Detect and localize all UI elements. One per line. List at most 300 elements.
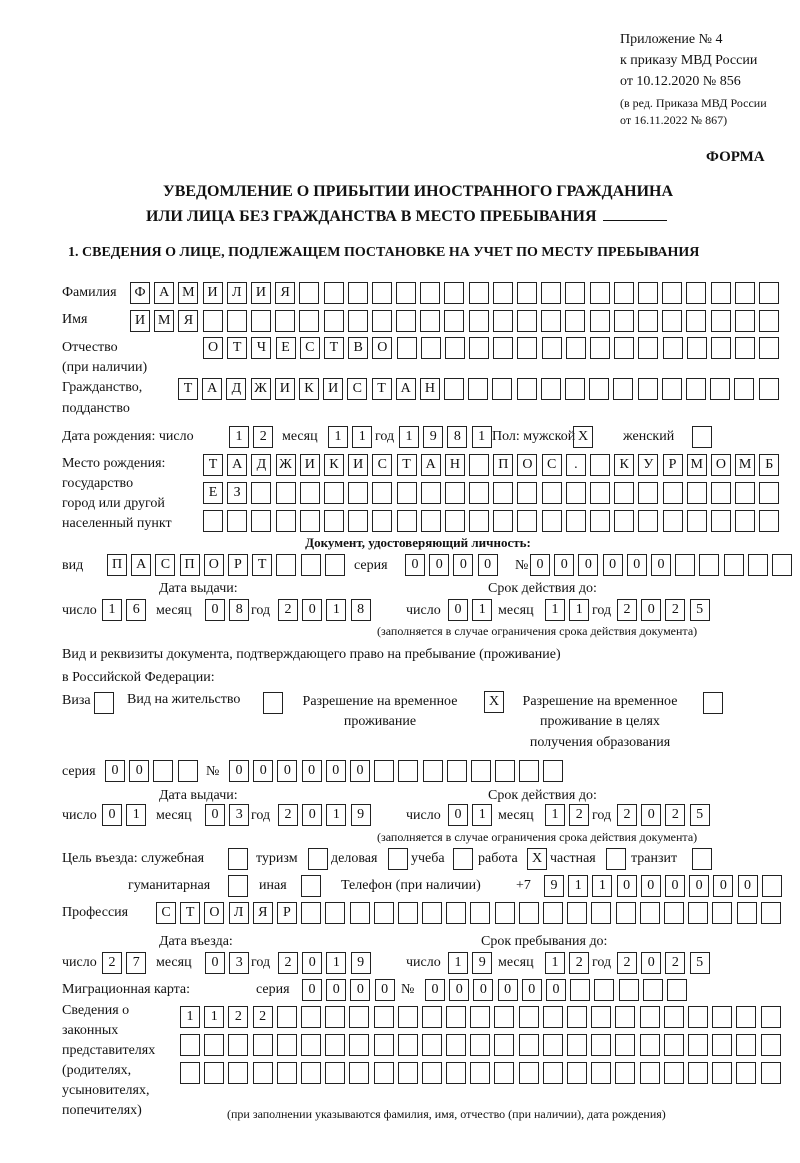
- char-cell[interactable]: [591, 1062, 611, 1084]
- char-cell[interactable]: М: [178, 282, 198, 304]
- char-cell[interactable]: П: [493, 454, 513, 476]
- char-cell[interactable]: [348, 510, 368, 532]
- char-cell[interactable]: [613, 378, 633, 400]
- char-cell[interactable]: 1: [448, 952, 468, 974]
- char-cell[interactable]: 1: [472, 599, 492, 621]
- char-cell[interactable]: [640, 902, 660, 924]
- char-cell[interactable]: [692, 426, 712, 448]
- char-cell[interactable]: [300, 510, 320, 532]
- char-cell[interactable]: [711, 337, 731, 359]
- char-cell[interactable]: 9: [423, 426, 443, 448]
- char-cell[interactable]: [567, 1006, 587, 1028]
- char-cell[interactable]: [517, 510, 537, 532]
- char-cell[interactable]: Т: [252, 554, 272, 576]
- char-cell[interactable]: Л: [229, 902, 249, 924]
- purpose-work-checkbox[interactable]: [527, 848, 551, 870]
- char-cell[interactable]: [349, 1062, 369, 1084]
- char-cell[interactable]: [277, 1034, 297, 1056]
- char-cell[interactable]: 2: [617, 804, 637, 826]
- char-cell[interactable]: [444, 378, 464, 400]
- char-cell[interactable]: 2: [253, 426, 273, 448]
- char-cell[interactable]: 8: [351, 599, 371, 621]
- char-cell[interactable]: [759, 482, 779, 504]
- char-cell[interactable]: [591, 902, 611, 924]
- char-cell[interactable]: 3: [229, 952, 249, 974]
- char-cell[interactable]: [397, 337, 417, 359]
- char-cell[interactable]: 5: [690, 599, 710, 621]
- char-cell[interactable]: [543, 760, 563, 782]
- char-cell[interactable]: [590, 454, 610, 476]
- char-cell[interactable]: К: [614, 454, 634, 476]
- char-cell[interactable]: [349, 1006, 369, 1028]
- char-cell[interactable]: [567, 1034, 587, 1056]
- birth-month-field[interactable]: [328, 426, 376, 448]
- char-cell[interactable]: [348, 310, 368, 332]
- char-cell[interactable]: 0: [350, 979, 370, 1001]
- char-cell[interactable]: [638, 378, 658, 400]
- char-cell[interactable]: [594, 979, 614, 1001]
- char-cell[interactable]: 0: [473, 979, 493, 1001]
- stay-month-field[interactable]: [545, 952, 593, 974]
- char-cell[interactable]: [325, 1034, 345, 1056]
- char-cell[interactable]: 1: [352, 426, 372, 448]
- char-cell[interactable]: [421, 337, 441, 359]
- purpose-tourism-checkbox[interactable]: [308, 848, 332, 870]
- char-cell[interactable]: А: [202, 378, 222, 400]
- char-cell[interactable]: [619, 979, 639, 1001]
- char-cell[interactable]: [640, 1006, 660, 1028]
- char-cell[interactable]: [423, 760, 443, 782]
- char-cell[interactable]: 1: [399, 426, 419, 448]
- char-cell[interactable]: 1: [545, 804, 565, 826]
- char-cell[interactable]: [735, 282, 755, 304]
- char-cell[interactable]: П: [107, 554, 127, 576]
- char-cell[interactable]: [325, 1006, 345, 1028]
- char-cell[interactable]: [543, 1062, 563, 1084]
- char-cell[interactable]: М: [154, 310, 174, 332]
- char-cell[interactable]: [686, 378, 706, 400]
- char-cell[interactable]: [736, 1034, 756, 1056]
- char-cell[interactable]: [372, 310, 392, 332]
- char-cell[interactable]: [494, 1006, 514, 1028]
- char-cell[interactable]: И: [348, 454, 368, 476]
- char-cell[interactable]: [421, 510, 441, 532]
- char-cell[interactable]: [227, 510, 247, 532]
- char-cell[interactable]: [640, 1062, 660, 1084]
- char-cell[interactable]: [348, 482, 368, 504]
- char-cell[interactable]: [664, 1062, 684, 1084]
- char-cell[interactable]: [614, 482, 634, 504]
- char-cell[interactable]: 0: [277, 760, 297, 782]
- right-issue-year-field[interactable]: [278, 804, 375, 826]
- birthplace-field-row[interactable]: [203, 482, 784, 504]
- char-cell[interactable]: [565, 282, 585, 304]
- char-cell[interactable]: [445, 482, 465, 504]
- char-cell[interactable]: С: [347, 378, 367, 400]
- char-cell[interactable]: [662, 282, 682, 304]
- char-cell[interactable]: [517, 282, 537, 304]
- char-cell[interactable]: [493, 282, 513, 304]
- char-cell[interactable]: [469, 510, 489, 532]
- char-cell[interactable]: А: [227, 454, 247, 476]
- char-cell[interactable]: [663, 337, 683, 359]
- char-cell[interactable]: [724, 554, 744, 576]
- char-cell[interactable]: [664, 902, 684, 924]
- char-cell[interactable]: [567, 902, 587, 924]
- char-cell[interactable]: [420, 310, 440, 332]
- char-cell[interactable]: [276, 554, 296, 576]
- char-cell[interactable]: [493, 510, 513, 532]
- char-cell[interactable]: [662, 310, 682, 332]
- char-cell[interactable]: [761, 1062, 781, 1084]
- char-cell[interactable]: 5: [690, 952, 710, 974]
- char-cell[interactable]: [446, 902, 466, 924]
- char-cell[interactable]: [277, 1006, 297, 1028]
- char-cell[interactable]: 0: [627, 554, 647, 576]
- char-cell[interactable]: 1: [102, 599, 122, 621]
- char-cell[interactable]: [493, 310, 513, 332]
- char-cell[interactable]: [422, 1034, 442, 1056]
- name-field[interactable]: [130, 310, 783, 332]
- char-cell[interactable]: [759, 310, 779, 332]
- char-cell[interactable]: [686, 282, 706, 304]
- char-cell[interactable]: [300, 482, 320, 504]
- char-cell[interactable]: Е: [203, 482, 223, 504]
- char-cell[interactable]: [566, 482, 586, 504]
- char-cell[interactable]: [735, 337, 755, 359]
- char-cell[interactable]: [543, 1006, 563, 1028]
- char-cell[interactable]: [444, 282, 464, 304]
- char-cell[interactable]: [203, 510, 223, 532]
- char-cell[interactable]: 0: [326, 979, 346, 1001]
- char-cell[interactable]: [519, 1062, 539, 1084]
- char-cell[interactable]: [710, 378, 730, 400]
- char-cell[interactable]: 0: [375, 979, 395, 1001]
- char-cell[interactable]: X: [484, 691, 504, 713]
- char-cell[interactable]: [253, 1034, 273, 1056]
- char-cell[interactable]: 1: [326, 804, 346, 826]
- purpose-official-checkbox[interactable]: [228, 848, 252, 870]
- char-cell[interactable]: 0: [641, 599, 661, 621]
- char-cell[interactable]: [447, 760, 467, 782]
- char-cell[interactable]: 0: [102, 804, 122, 826]
- char-cell[interactable]: [591, 1006, 611, 1028]
- char-cell[interactable]: [228, 848, 248, 870]
- char-cell[interactable]: 0: [302, 804, 322, 826]
- char-cell[interactable]: [541, 378, 561, 400]
- char-cell[interactable]: 7: [126, 952, 146, 974]
- char-cell[interactable]: Д: [226, 378, 246, 400]
- char-cell[interactable]: [734, 378, 754, 400]
- char-cell[interactable]: 0: [253, 760, 273, 782]
- char-cell[interactable]: 0: [530, 554, 550, 576]
- doc-issue-month-field[interactable]: [205, 599, 253, 621]
- char-cell[interactable]: 1: [229, 426, 249, 448]
- char-cell[interactable]: X: [573, 426, 593, 448]
- char-cell[interactable]: [253, 1062, 273, 1084]
- char-cell[interactable]: [616, 902, 636, 924]
- char-cell[interactable]: [178, 760, 198, 782]
- char-cell[interactable]: Т: [178, 378, 198, 400]
- char-cell[interactable]: [446, 1034, 466, 1056]
- char-cell[interactable]: [703, 692, 723, 714]
- char-cell[interactable]: [324, 510, 344, 532]
- char-cell[interactable]: [301, 1062, 321, 1084]
- char-cell[interactable]: [735, 510, 755, 532]
- char-cell[interactable]: [446, 1062, 466, 1084]
- right-valid-year-field[interactable]: [617, 804, 714, 826]
- char-cell[interactable]: [251, 510, 271, 532]
- char-cell[interactable]: 5: [690, 804, 710, 826]
- doc-valid-day-field[interactable]: [448, 599, 496, 621]
- char-cell[interactable]: [180, 1034, 200, 1056]
- entry-month-field[interactable]: [205, 952, 253, 974]
- char-cell[interactable]: 2: [228, 1006, 248, 1028]
- char-cell[interactable]: [301, 554, 321, 576]
- entry-year-field[interactable]: [278, 952, 375, 974]
- char-cell[interactable]: [692, 848, 712, 870]
- char-cell[interactable]: [699, 554, 719, 576]
- char-cell[interactable]: [614, 337, 634, 359]
- char-cell[interactable]: 1: [568, 875, 588, 897]
- char-cell[interactable]: [204, 1062, 224, 1084]
- char-cell[interactable]: [614, 510, 634, 532]
- mc-number-field[interactable]: [425, 979, 691, 1001]
- reps-field-row[interactable]: [180, 1034, 785, 1056]
- entry-day-field[interactable]: [102, 952, 150, 974]
- char-cell[interactable]: 0: [498, 979, 518, 1001]
- surname-field[interactable]: [130, 282, 783, 304]
- char-cell[interactable]: [422, 1062, 442, 1084]
- char-cell[interactable]: [687, 482, 707, 504]
- char-cell[interactable]: О: [711, 454, 731, 476]
- char-cell[interactable]: И: [300, 454, 320, 476]
- char-cell[interactable]: И: [323, 378, 343, 400]
- char-cell[interactable]: Я: [253, 902, 273, 924]
- char-cell[interactable]: [263, 692, 283, 714]
- char-cell[interactable]: X: [527, 848, 547, 870]
- doc-series-field[interactable]: [405, 554, 502, 576]
- char-cell[interactable]: [301, 875, 321, 897]
- char-cell[interactable]: Т: [180, 902, 200, 924]
- char-cell[interactable]: С: [372, 454, 392, 476]
- char-cell[interactable]: [736, 1006, 756, 1028]
- char-cell[interactable]: 1: [472, 804, 492, 826]
- char-cell[interactable]: [667, 979, 687, 1001]
- char-cell[interactable]: [519, 1006, 539, 1028]
- char-cell[interactable]: [638, 482, 658, 504]
- char-cell[interactable]: [614, 310, 634, 332]
- char-cell[interactable]: [615, 1034, 635, 1056]
- char-cell[interactable]: О: [204, 902, 224, 924]
- birth-day-field[interactable]: [229, 426, 277, 448]
- char-cell[interactable]: [517, 378, 537, 400]
- char-cell[interactable]: М: [687, 454, 707, 476]
- char-cell[interactable]: [308, 848, 328, 870]
- char-cell[interactable]: 6: [126, 599, 146, 621]
- char-cell[interactable]: 2: [278, 804, 298, 826]
- stay-day-field[interactable]: [448, 952, 496, 974]
- char-cell[interactable]: 2: [278, 599, 298, 621]
- purpose-private-checkbox[interactable]: [606, 848, 630, 870]
- char-cell[interactable]: [372, 282, 392, 304]
- char-cell[interactable]: 9: [472, 952, 492, 974]
- char-cell[interactable]: [589, 378, 609, 400]
- char-cell[interactable]: 2: [278, 952, 298, 974]
- char-cell[interactable]: [772, 554, 792, 576]
- char-cell[interactable]: 0: [302, 979, 322, 1001]
- char-cell[interactable]: .: [566, 454, 586, 476]
- char-cell[interactable]: [228, 875, 248, 897]
- char-cell[interactable]: Р: [277, 902, 297, 924]
- char-cell[interactable]: 2: [617, 952, 637, 974]
- char-cell[interactable]: 1: [126, 804, 146, 826]
- char-cell[interactable]: [688, 1062, 708, 1084]
- char-cell[interactable]: [590, 310, 610, 332]
- sex-female-checkbox[interactable]: [692, 426, 716, 448]
- char-cell[interactable]: [277, 1062, 297, 1084]
- char-cell[interactable]: В: [348, 337, 368, 359]
- birthplace-field-row[interactable]: [203, 454, 784, 476]
- doc-issue-year-field[interactable]: [278, 599, 375, 621]
- char-cell[interactable]: 2: [102, 952, 122, 974]
- char-cell[interactable]: [565, 310, 585, 332]
- char-cell[interactable]: [470, 1062, 490, 1084]
- char-cell[interactable]: [712, 1034, 732, 1056]
- char-cell[interactable]: 0: [522, 979, 542, 1001]
- char-cell[interactable]: [469, 482, 489, 504]
- char-cell[interactable]: [543, 1034, 563, 1056]
- char-cell[interactable]: [397, 510, 417, 532]
- char-cell[interactable]: 8: [447, 426, 467, 448]
- char-cell[interactable]: [374, 1006, 394, 1028]
- char-cell[interactable]: [301, 902, 321, 924]
- char-cell[interactable]: [94, 692, 114, 714]
- purpose-study-checkbox[interactable]: [453, 848, 477, 870]
- char-cell[interactable]: [398, 760, 418, 782]
- char-cell[interactable]: С: [300, 337, 320, 359]
- purpose-business-checkbox[interactable]: [388, 848, 412, 870]
- char-cell[interactable]: [543, 902, 563, 924]
- char-cell[interactable]: С: [155, 554, 175, 576]
- char-cell[interactable]: [759, 337, 779, 359]
- char-cell[interactable]: 1: [328, 426, 348, 448]
- char-cell[interactable]: [565, 378, 585, 400]
- char-cell[interactable]: И: [275, 378, 295, 400]
- char-cell[interactable]: 0: [302, 952, 322, 974]
- char-cell[interactable]: Ф: [130, 282, 150, 304]
- char-cell[interactable]: [541, 310, 561, 332]
- char-cell[interactable]: Л: [227, 282, 247, 304]
- char-cell[interactable]: О: [203, 337, 223, 359]
- char-cell[interactable]: 0: [665, 875, 685, 897]
- doc-issue-day-field[interactable]: [102, 599, 150, 621]
- purpose-transit-checkbox[interactable]: [692, 848, 716, 870]
- char-cell[interactable]: [735, 482, 755, 504]
- char-cell[interactable]: [664, 1006, 684, 1028]
- char-cell[interactable]: 2: [665, 804, 685, 826]
- char-cell[interactable]: К: [324, 454, 344, 476]
- char-cell[interactable]: 0: [229, 760, 249, 782]
- char-cell[interactable]: [591, 1034, 611, 1056]
- char-cell[interactable]: Д: [251, 454, 271, 476]
- char-cell[interactable]: [153, 760, 173, 782]
- char-cell[interactable]: [299, 310, 319, 332]
- right-valid-month-field[interactable]: [545, 804, 593, 826]
- char-cell[interactable]: [638, 510, 658, 532]
- char-cell[interactable]: [567, 1062, 587, 1084]
- char-cell[interactable]: [762, 875, 782, 897]
- char-cell[interactable]: 0: [641, 804, 661, 826]
- mc-series-field[interactable]: [302, 979, 399, 1001]
- char-cell[interactable]: 8: [229, 599, 249, 621]
- char-cell[interactable]: [686, 310, 706, 332]
- char-cell[interactable]: [446, 1006, 466, 1028]
- char-cell[interactable]: [301, 1034, 321, 1056]
- char-cell[interactable]: [664, 1034, 684, 1056]
- char-cell[interactable]: [615, 1006, 635, 1028]
- char-cell[interactable]: [398, 1006, 418, 1028]
- sex-male-checkbox[interactable]: [573, 426, 597, 448]
- char-cell[interactable]: Ж: [276, 454, 296, 476]
- char-cell[interactable]: [748, 554, 768, 576]
- char-cell[interactable]: [251, 310, 271, 332]
- char-cell[interactable]: 0: [546, 979, 566, 1001]
- char-cell[interactable]: [761, 1006, 781, 1028]
- char-cell[interactable]: О: [372, 337, 392, 359]
- reps-field-row[interactable]: [180, 1006, 785, 1028]
- char-cell[interactable]: [251, 482, 271, 504]
- char-cell[interactable]: [711, 482, 731, 504]
- char-cell[interactable]: [736, 1062, 756, 1084]
- char-cell[interactable]: 0: [205, 599, 225, 621]
- char-cell[interactable]: Т: [372, 378, 392, 400]
- char-cell[interactable]: [643, 979, 663, 1001]
- char-cell[interactable]: 0: [713, 875, 733, 897]
- char-cell[interactable]: [688, 902, 708, 924]
- char-cell[interactable]: 1: [569, 599, 589, 621]
- char-cell[interactable]: [299, 282, 319, 304]
- char-cell[interactable]: Р: [228, 554, 248, 576]
- char-cell[interactable]: 0: [603, 554, 623, 576]
- char-cell[interactable]: Т: [397, 454, 417, 476]
- char-cell[interactable]: [761, 1034, 781, 1056]
- char-cell[interactable]: С: [156, 902, 176, 924]
- char-cell[interactable]: А: [396, 378, 416, 400]
- char-cell[interactable]: 9: [351, 804, 371, 826]
- char-cell[interactable]: [471, 760, 491, 782]
- char-cell[interactable]: 0: [554, 554, 574, 576]
- char-cell[interactable]: Я: [178, 310, 198, 332]
- char-cell[interactable]: [590, 510, 610, 532]
- char-cell[interactable]: О: [204, 554, 224, 576]
- char-cell[interactable]: [590, 282, 610, 304]
- place-type-blank[interactable]: [603, 206, 667, 221]
- char-cell[interactable]: [470, 1006, 490, 1028]
- char-cell[interactable]: Р: [663, 454, 683, 476]
- patronymic-field[interactable]: [203, 337, 784, 359]
- residence-checkbox[interactable]: [263, 692, 287, 714]
- char-cell[interactable]: [638, 310, 658, 332]
- right-series-field[interactable]: [105, 760, 202, 782]
- char-cell[interactable]: А: [131, 554, 151, 576]
- stay-year-field[interactable]: [617, 952, 714, 974]
- char-cell[interactable]: У: [638, 454, 658, 476]
- char-cell[interactable]: [519, 902, 539, 924]
- char-cell[interactable]: И: [251, 282, 271, 304]
- char-cell[interactable]: [542, 510, 562, 532]
- char-cell[interactable]: 2: [569, 804, 589, 826]
